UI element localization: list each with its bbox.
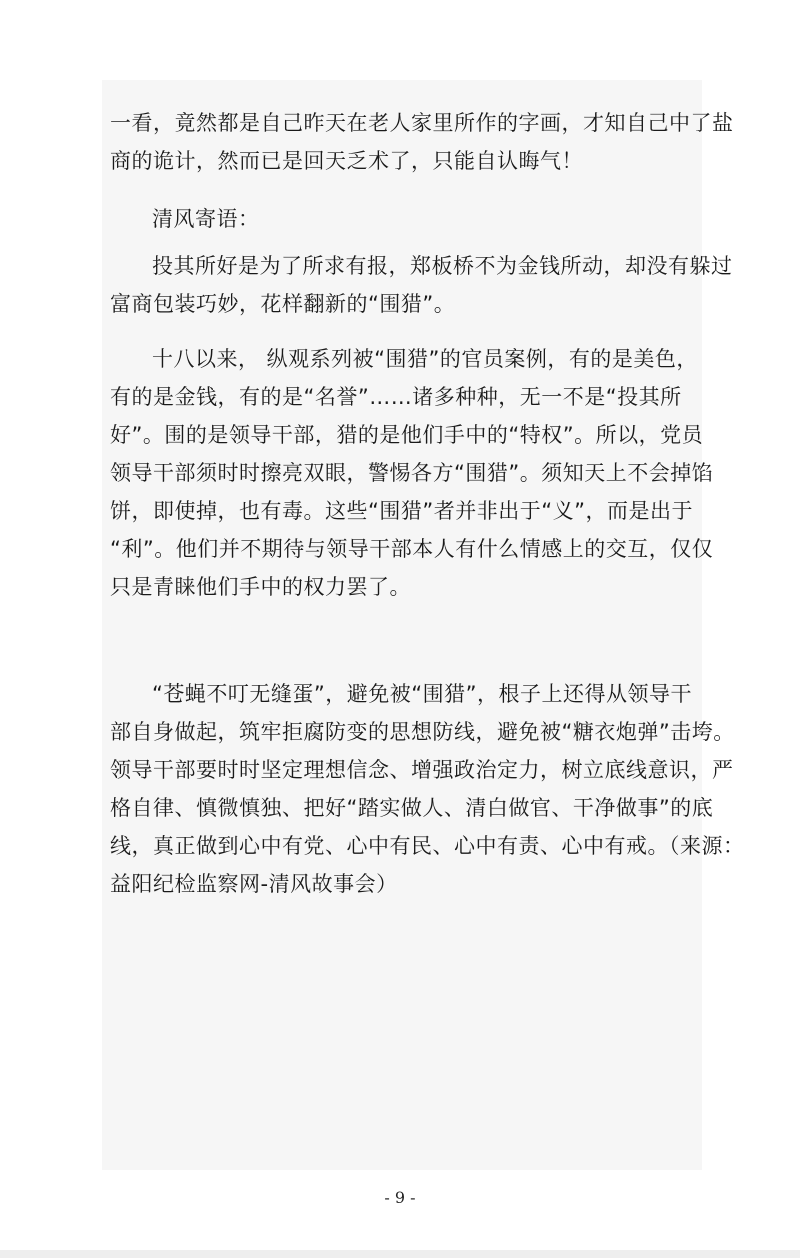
paragraph — [110, 340, 714, 606]
text-line: 益阳纪检监察网-清风故事会） — [110, 872, 398, 896]
section-heading — [110, 200, 695, 238]
heading-qingfeng-jiyu: 清风寄语： — [152, 207, 260, 231]
text-line: 富商包装巧妙，花样翻新的“围猎”。 — [110, 292, 456, 316]
text-line: 格自律、慎微慎独、把好“踏实做人、清白做官、干净做事”的底 — [110, 796, 714, 820]
text-line: “苍蝇不叮无缝蛋”，避免被“围猎”，根子上还得从领导干 — [152, 682, 693, 706]
paragraph — [110, 675, 745, 903]
text-line: “利”。他们并不期待与领导干部本人有什么情感上的交互，仅仅 — [110, 537, 714, 561]
text-line: 有的是金钱，有的是“名誉”……诸多种种，无一不是“投其所 — [110, 385, 682, 409]
page-number: - 9 - — [384, 1188, 416, 1207]
text-line: 一看，竟然都是自己昨天在老人家里所作的字画，才知自己中了盐 — [110, 111, 734, 135]
text-line: 商的诡计，然而已是回天乏术了，只能自认晦气！ — [110, 149, 583, 173]
text-line: 好”。围的是领导干部，猎的是他们手中的“特权”。所以，党员 — [110, 423, 704, 447]
bottom-divider — [0, 1250, 800, 1258]
paragraph-continuation — [110, 104, 734, 180]
text-line: 只是青睐他们手中的权力罢了。 — [110, 575, 411, 599]
text-line: 领导干部须时时擦亮双眼，警惕各方“围猎”。须知天上不会掉馅 — [110, 461, 714, 485]
text-line: 线，真正做到心中有党、心中有民、心中有责、心中有戒。（来源： — [110, 834, 745, 858]
paragraph — [110, 247, 733, 323]
text-line: 饼，即使掉，也有毒。这些“围猎”者并非出于“义”，而是出于 — [110, 499, 694, 523]
text-line: 十八以来， 纵观系列被“围猎”的官员案例，有的是美色， — [152, 347, 698, 371]
text-line: 领导干部要时时坚定理想信念、增强政治定力，树立底线意识，严 — [110, 758, 734, 782]
text-line: 部自身做起，筑牢拒腐防变的思想防线，避免被“糖衣炮弹”击垮。 — [110, 720, 735, 744]
text-line: 投其所好是为了所求有报，郑板桥不为金钱所动，却没有躲过 — [152, 254, 733, 278]
document-page — [102, 80, 745, 1170]
